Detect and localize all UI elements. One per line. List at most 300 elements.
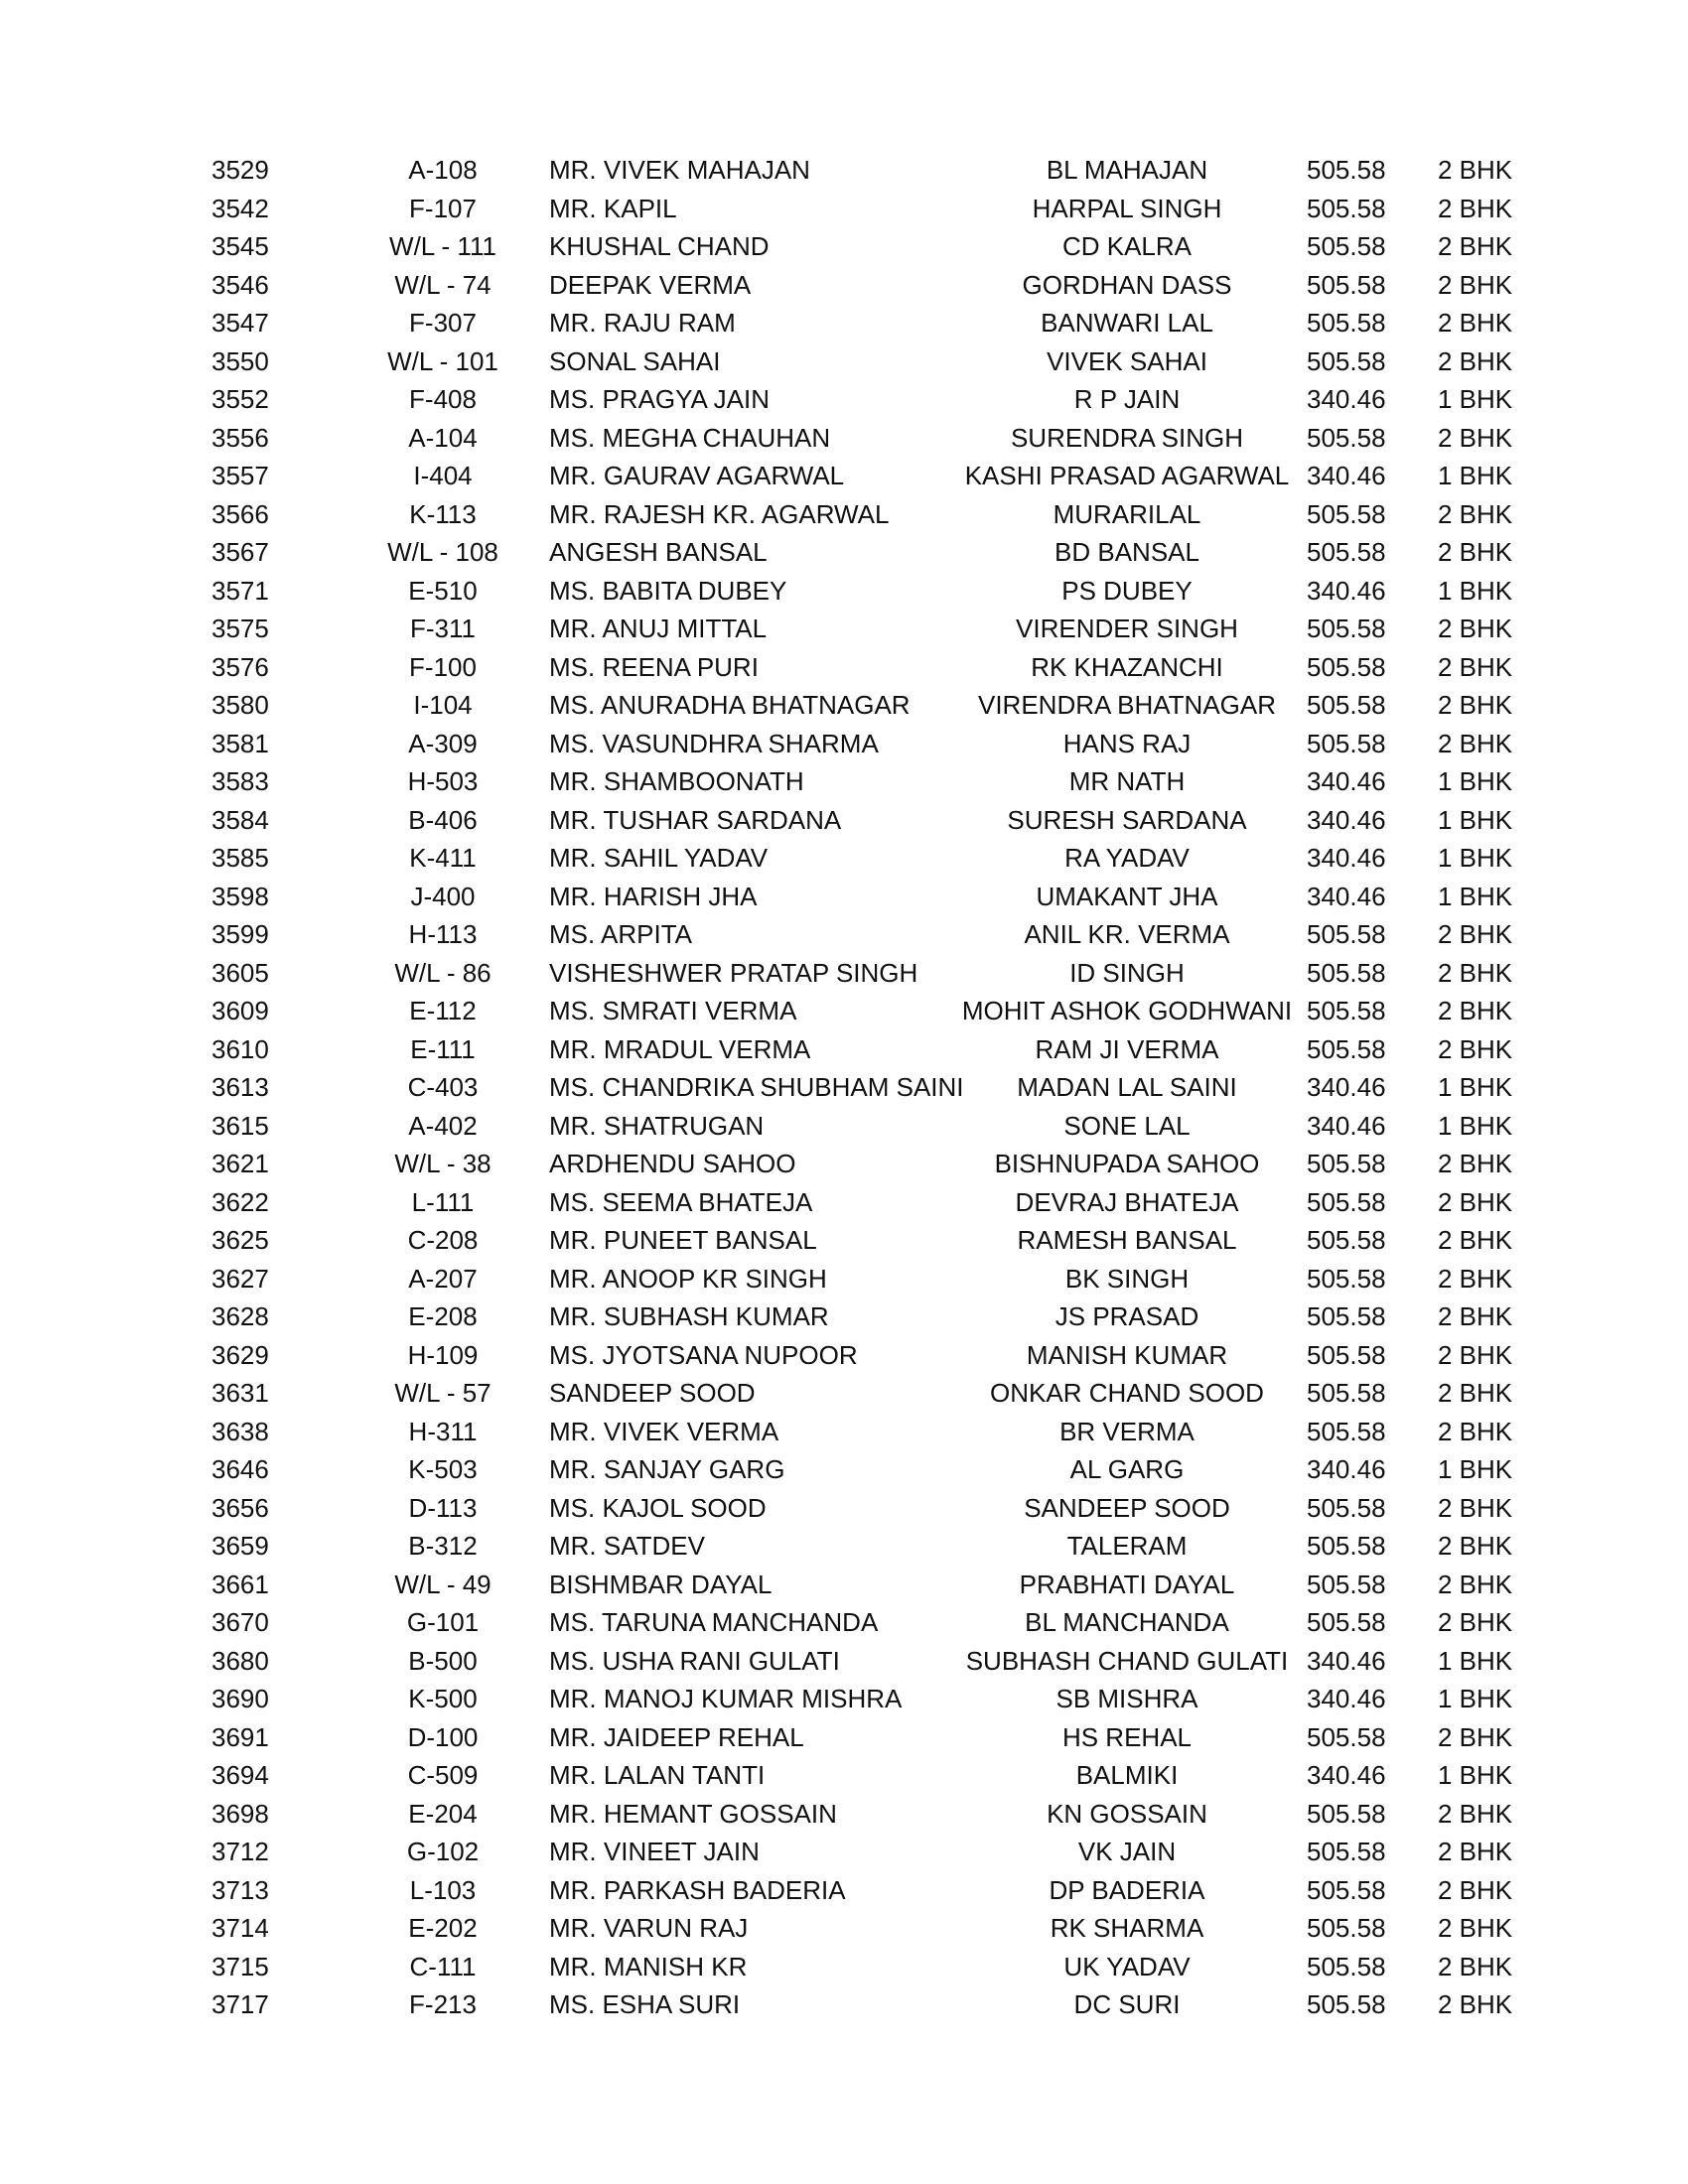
table-row: [0, 572, 1688, 611]
flat-type: 1 BHK: [1438, 1645, 1513, 1676]
father-name: PRABHATI DAYAL: [1019, 1569, 1235, 1599]
father-name: TALERAM: [1066, 1531, 1188, 1561]
flat-type: 1 BHK: [1438, 1684, 1513, 1713]
flat-type: 2 BHK: [1438, 1416, 1513, 1446]
allottee-name: MS. TARUNA MANCHANDA: [549, 1607, 879, 1637]
area-value: 505.58: [1307, 155, 1386, 185]
flat-type: 2 BHK: [1438, 231, 1513, 261]
flat-type: 2 BHK: [1438, 1951, 1513, 1981]
table-row: [0, 725, 1688, 763]
unit-number: G-101: [406, 1607, 480, 1637]
unit-number: C-208: [407, 1225, 479, 1255]
table-row: [0, 533, 1688, 572]
father-name: MOHIT ASHOK GODHWANI: [961, 996, 1293, 1025]
area-value: 505.58: [1307, 614, 1386, 643]
table-row: [0, 342, 1688, 381]
area-value: 505.58: [1307, 498, 1386, 529]
father-name: MR NATH: [1068, 766, 1186, 796]
father-name: BD BANSAL: [1055, 537, 1199, 567]
allottee-name: MR. SATDEV: [549, 1531, 705, 1561]
area-value: 340.46: [1307, 1684, 1386, 1713]
table-row: [0, 801, 1688, 840]
allottee-name: MR. MANISH KR: [549, 1951, 748, 1981]
allotment-id: 3698: [211, 1798, 269, 1829]
father-name: DC SURI: [1073, 1989, 1181, 2019]
table-row: [0, 1260, 1688, 1298]
allotment-id: 3547: [211, 308, 269, 338]
area-value: 505.58: [1307, 1186, 1386, 1217]
area-value: 505.58: [1307, 1607, 1386, 1637]
flat-type: 2 BHK: [1438, 1721, 1513, 1752]
allottee-name: SONAL SAHAI: [549, 345, 721, 376]
allotment-id: 3712: [211, 1837, 269, 1866]
flat-type: 1 BHK: [1438, 384, 1513, 414]
allottee-name: VISHESHWER PRATAP SINGH: [549, 957, 918, 988]
allotment-id: 3680: [211, 1645, 269, 1676]
father-name: RAM JI VERMA: [1035, 1033, 1219, 1064]
allottee-name: MS. ESHA SURI: [549, 1989, 741, 2019]
father-name: R P JAIN: [1073, 384, 1181, 414]
unit-number: L-103: [409, 1874, 477, 1905]
allotment-id: 3599: [211, 919, 269, 949]
area-value: 505.58: [1307, 308, 1386, 338]
flat-type: 2 BHK: [1438, 1913, 1513, 1943]
father-name: ONKAR CHAND SOOD: [990, 1378, 1264, 1408]
allottee-name: MR. HARISH JHA: [549, 881, 758, 911]
allotment-id: 3691: [211, 1721, 269, 1752]
table-row: [0, 1871, 1688, 1910]
allottee-name: MR. VARUN RAJ: [549, 1913, 749, 1943]
allotment-id: 3529: [211, 155, 269, 185]
father-name: CD KALRA: [1061, 231, 1193, 261]
flat-type: 2 BHK: [1438, 690, 1513, 720]
unit-number: W/L - 101: [387, 345, 498, 376]
allottee-name: SANDEEP SOOD: [549, 1378, 756, 1408]
area-value: 340.46: [1307, 384, 1386, 414]
flat-type: 2 BHK: [1438, 1225, 1513, 1255]
area-value: 505.58: [1307, 1951, 1386, 1981]
unit-number: A-207: [408, 1263, 478, 1294]
allotment-id: 3609: [211, 996, 269, 1025]
area-value: 505.58: [1307, 1378, 1386, 1408]
area-value: 505.58: [1307, 651, 1386, 682]
unit-number: E-208: [408, 1301, 478, 1331]
allottee-name: MS. REENA PURI: [549, 651, 759, 682]
unit-number: W/L - 108: [387, 537, 498, 567]
flat-type: 2 BHK: [1438, 1492, 1513, 1523]
table-row: [0, 1603, 1688, 1642]
flat-type: 2 BHK: [1438, 345, 1513, 376]
allottee-name: MR. KAPIL: [549, 193, 677, 223]
flat-type: 2 BHK: [1438, 614, 1513, 643]
table-row: [0, 1718, 1688, 1757]
father-name: HS REHAL: [1061, 1721, 1193, 1752]
allotment-id: 3613: [211, 1072, 269, 1102]
table-row: [0, 1030, 1688, 1069]
area-value: 505.58: [1307, 193, 1386, 223]
father-name: PS DUBEY: [1061, 575, 1193, 606]
allottee-name: BISHMBAR DAYAL: [549, 1569, 773, 1599]
flat-type: 1 BHK: [1438, 881, 1513, 911]
table-row: [0, 1450, 1688, 1489]
father-name: SURESH SARDANA: [1007, 804, 1247, 835]
allotment-id: 3631: [211, 1378, 269, 1408]
flat-type: 2 BHK: [1438, 1569, 1513, 1599]
allotment-id: 3717: [211, 1989, 269, 2019]
table-row: [0, 1642, 1688, 1681]
unit-number: H-311: [408, 1416, 478, 1446]
allotment-id: 3598: [211, 881, 269, 911]
father-name: RA YADAV: [1064, 843, 1190, 873]
allottee-name: MR. SHATRUGAN: [549, 1110, 765, 1141]
allottee-name: MS. CHANDRIKA SHUBHAM SAINI: [549, 1072, 964, 1102]
allotment-id: 3625: [211, 1225, 269, 1255]
table-row: [0, 419, 1688, 458]
table-row: [0, 610, 1688, 648]
table-row: [0, 1489, 1688, 1528]
table-row: [0, 380, 1688, 419]
flat-type: 2 BHK: [1438, 1607, 1513, 1637]
area-value: 340.46: [1307, 1760, 1386, 1790]
allottee-name: MR. SAHIL YADAV: [549, 843, 769, 873]
flat-type: 2 BHK: [1438, 1837, 1513, 1866]
father-name: AL GARG: [1069, 1454, 1185, 1484]
allotment-id: 3545: [211, 231, 269, 261]
father-name: BL MAHAJAN: [1046, 155, 1208, 185]
father-name: HARPAL SINGH: [1032, 193, 1222, 223]
allotment-list: [0, 151, 1688, 2024]
table-row: [0, 954, 1688, 993]
flat-type: 1 BHK: [1438, 766, 1513, 796]
area-value: 505.58: [1307, 728, 1386, 758]
allottee-name: MR. ANOOP KR SINGH: [549, 1263, 827, 1294]
table-row: [0, 190, 1688, 228]
unit-number: J-400: [410, 881, 476, 911]
father-name: VIRENDRA BHATNAGAR: [977, 690, 1276, 720]
flat-type: 2 BHK: [1438, 1989, 1513, 2019]
area-value: 505.58: [1307, 1874, 1386, 1905]
area-value: 505.58: [1307, 269, 1386, 300]
unit-number: I-104: [413, 690, 473, 720]
allotment-id: 3580: [211, 690, 269, 720]
allottee-name: ANGESH BANSAL: [549, 537, 768, 567]
table-row: [0, 1145, 1688, 1183]
flat-type: 1 BHK: [1438, 1110, 1513, 1141]
unit-number: G-102: [406, 1837, 480, 1866]
allottee-name: MR. SHAMBOONATH: [549, 766, 804, 796]
unit-number: E-112: [409, 996, 477, 1025]
allotment-id: 3552: [211, 384, 269, 414]
area-value: 340.46: [1307, 461, 1386, 490]
area-value: 340.46: [1307, 766, 1386, 796]
allotment-id: 3661: [211, 1569, 269, 1599]
allotment-id: 3713: [211, 1874, 269, 1905]
allottee-name: MR. LALAN TANTI: [549, 1760, 766, 1790]
table-row: [0, 915, 1688, 954]
table-row: [0, 1833, 1688, 1871]
table-row: [0, 1221, 1688, 1260]
allottee-name: ARDHENDU SAHOO: [549, 1149, 796, 1178]
unit-number: B-406: [408, 804, 478, 835]
table-row: [0, 1985, 1688, 2024]
unit-number: F-100: [409, 651, 477, 682]
table-row: [0, 648, 1688, 687]
father-name: KN GOSSAIN: [1047, 1798, 1207, 1829]
flat-type: 2 BHK: [1438, 1149, 1513, 1178]
unit-number: H-503: [407, 766, 479, 796]
allottee-name: MS. JYOTSANA NUPOOR: [549, 1339, 858, 1370]
area-value: 505.58: [1307, 1339, 1386, 1370]
unit-number: W/L - 86: [394, 957, 492, 988]
flat-type: 1 BHK: [1438, 1760, 1513, 1790]
father-name: SANDEEP SOOD: [1024, 1492, 1230, 1523]
unit-number: E-204: [408, 1798, 478, 1829]
allottee-name: MR. PARKASH BADERIA: [549, 1874, 846, 1905]
unit-number: W/L - 38: [394, 1149, 492, 1178]
flat-type: 2 BHK: [1438, 1874, 1513, 1905]
unit-number: K-113: [409, 498, 477, 529]
father-name: UMAKANT JHA: [1036, 881, 1218, 911]
flat-type: 2 BHK: [1438, 269, 1513, 300]
father-name: RK SHARMA: [1050, 1913, 1204, 1943]
father-name: SB MISHRA: [1055, 1684, 1198, 1713]
allottee-name: MS. SMRATI VERMA: [549, 996, 797, 1025]
table-row: [0, 839, 1688, 878]
father-name: JS PRASAD: [1055, 1301, 1199, 1331]
father-name: BK SINGH: [1064, 1263, 1190, 1294]
flat-type: 2 BHK: [1438, 919, 1513, 949]
unit-number: W/L - 49: [394, 1569, 492, 1599]
flat-type: 2 BHK: [1438, 308, 1513, 338]
unit-number: C-111: [409, 1951, 477, 1981]
area-value: 505.58: [1307, 345, 1386, 376]
allottee-name: MR. MRADUL VERMA: [549, 1033, 811, 1064]
father-name: GORDHAN DASS: [1022, 269, 1232, 300]
area-value: 505.58: [1307, 1721, 1386, 1752]
allottee-name: MR. GAURAV AGARWAL: [549, 461, 845, 490]
allotment-id: 3576: [211, 651, 269, 682]
unit-number: B-312: [408, 1531, 478, 1561]
flat-type: 2 BHK: [1438, 537, 1513, 567]
area-value: 340.46: [1307, 1645, 1386, 1676]
table-row: [0, 1413, 1688, 1451]
area-value: 505.58: [1307, 1531, 1386, 1561]
allotment-id: 3584: [211, 804, 269, 835]
table-row: [0, 1909, 1688, 1948]
unit-number: F-307: [409, 308, 477, 338]
unit-number: W/L - 74: [394, 269, 492, 300]
allotment-id: 3610: [211, 1033, 269, 1064]
table-row: [0, 1680, 1688, 1718]
table-row: [0, 1107, 1688, 1146]
table-row: [0, 227, 1688, 266]
area-value: 505.58: [1307, 1989, 1386, 2019]
flat-type: 2 BHK: [1438, 728, 1513, 758]
allottee-name: MR. VINEET JAIN: [549, 1837, 760, 1866]
flat-type: 2 BHK: [1438, 1033, 1513, 1064]
unit-number: A-104: [408, 422, 478, 453]
table-row: [0, 686, 1688, 725]
allotment-id: 3659: [211, 1531, 269, 1561]
father-name: MURARILAL: [1053, 498, 1201, 529]
allottee-name: MR. JAIDEEP REHAL: [549, 1721, 804, 1752]
allottee-name: MS. ANURADHA BHATNAGAR: [549, 690, 911, 720]
flat-type: 2 BHK: [1438, 1798, 1513, 1829]
area-value: 505.58: [1307, 1225, 1386, 1255]
father-name: ANIL KR. VERMA: [1024, 919, 1230, 949]
flat-type: 2 BHK: [1438, 957, 1513, 988]
unit-number: D-113: [408, 1492, 478, 1523]
unit-number: A-108: [408, 155, 478, 185]
table-row: [0, 1566, 1688, 1604]
father-name: VIVEK SAHAI: [1047, 345, 1207, 376]
flat-type: 2 BHK: [1438, 193, 1513, 223]
allotment-id: 3646: [211, 1454, 269, 1484]
allotment-id: 3694: [211, 1760, 269, 1790]
unit-number: B-500: [408, 1645, 478, 1676]
allotment-id: 3566: [211, 498, 269, 529]
allotment-id: 3621: [211, 1149, 269, 1178]
allottee-name: DEEPAK VERMA: [549, 269, 752, 300]
unit-number: F-408: [409, 384, 477, 414]
father-name: SONE LAL: [1063, 1110, 1191, 1141]
area-value: 340.46: [1307, 1072, 1386, 1102]
unit-number: C-509: [407, 1760, 479, 1790]
unit-number: E-202: [408, 1913, 478, 1943]
unit-number: E-510: [408, 575, 478, 606]
table-row: [0, 992, 1688, 1030]
father-name: RAMESH BANSAL: [1017, 1225, 1237, 1255]
area-value: 505.58: [1307, 919, 1386, 949]
unit-number: F-311: [410, 614, 476, 643]
allottee-name: MR. ANUJ MITTAL: [549, 614, 768, 643]
allottee-name: MS. SEEMA BHATEJA: [549, 1186, 813, 1217]
allotment-id: 3546: [211, 269, 269, 300]
area-value: 505.58: [1307, 537, 1386, 567]
father-name: KASHI PRASAD AGARWAL: [964, 461, 1290, 490]
unit-number: H-109: [407, 1339, 479, 1370]
allottee-name: MR. RAJESH KR. AGARWAL: [549, 498, 890, 529]
allottee-name: MS. MEGHA CHAUHAN: [549, 422, 831, 453]
allotment-id: 3583: [211, 766, 269, 796]
unit-number: E-111: [410, 1033, 476, 1064]
allotment-id: 3714: [211, 1913, 269, 1943]
father-name: VIRENDER SINGH: [1016, 614, 1238, 643]
allotment-id: 3581: [211, 728, 269, 758]
allottee-name: MS. ARPITA: [549, 919, 692, 949]
allotment-id: 3690: [211, 1684, 269, 1713]
unit-number: W/L - 111: [389, 231, 496, 261]
flat-type: 2 BHK: [1438, 1186, 1513, 1217]
father-name: HANS RAJ: [1062, 728, 1192, 758]
flat-type: 2 BHK: [1438, 422, 1513, 453]
table-row: [0, 1795, 1688, 1834]
table-row: [0, 1527, 1688, 1566]
allottee-name: MR. RAJU RAM: [549, 308, 736, 338]
flat-type: 2 BHK: [1438, 1301, 1513, 1331]
unit-number: K-411: [409, 843, 477, 873]
father-name: VK JAIN: [1077, 1837, 1177, 1866]
flat-type: 1 BHK: [1438, 1072, 1513, 1102]
table-row: [0, 304, 1688, 342]
area-value: 340.46: [1307, 1454, 1386, 1484]
flat-type: 1 BHK: [1438, 461, 1513, 490]
area-value: 340.46: [1307, 1110, 1386, 1141]
flat-type: 1 BHK: [1438, 804, 1513, 835]
unit-number: A-402: [408, 1110, 478, 1141]
allottee-name: MR. VIVEK MAHAJAN: [549, 155, 810, 185]
allotment-id: 3615: [211, 1110, 269, 1141]
allotment-id: 3629: [211, 1339, 269, 1370]
table-row: [0, 1297, 1688, 1336]
allotment-id: 3638: [211, 1416, 269, 1446]
area-value: 505.58: [1307, 1149, 1386, 1178]
father-name: SUBHASH CHAND GULATI: [965, 1645, 1289, 1676]
area-value: 505.58: [1307, 1301, 1386, 1331]
unit-number: F-213: [409, 1989, 477, 2019]
allottee-name: MR. SUBHASH KUMAR: [549, 1301, 829, 1331]
allottee-name: MR. TUSHAR SARDANA: [549, 804, 842, 835]
area-value: 505.58: [1307, 1492, 1386, 1523]
allotment-id: 3556: [211, 422, 269, 453]
table-row: [0, 1068, 1688, 1107]
father-name: BALMIKI: [1075, 1760, 1179, 1790]
unit-number: L-111: [411, 1186, 475, 1217]
allottee-name: MR. VIVEK VERMA: [549, 1416, 779, 1446]
unit-number: K-503: [408, 1454, 478, 1484]
flat-type: 1 BHK: [1438, 1454, 1513, 1484]
area-value: 505.58: [1307, 690, 1386, 720]
allottee-name: MS. PRAGYA JAIN: [549, 384, 771, 414]
table-row: [0, 1183, 1688, 1222]
area-value: 340.46: [1307, 804, 1386, 835]
allottee-name: MR. SANJAY GARG: [549, 1454, 785, 1484]
father-name: UK YADAV: [1063, 1951, 1191, 1981]
father-name: BL MANCHANDA: [1025, 1607, 1229, 1637]
area-value: 505.58: [1307, 1416, 1386, 1446]
table-row: [0, 1948, 1688, 1986]
table-row: [0, 457, 1688, 495]
flat-type: 2 BHK: [1438, 1339, 1513, 1370]
allotment-id: 3628: [211, 1301, 269, 1331]
allotment-id: 3622: [211, 1186, 269, 1217]
allottee-name: MS. VASUNDHRA SHARMA: [549, 728, 879, 758]
father-name: BISHNUPADA SAHOO: [994, 1149, 1260, 1178]
area-value: 505.58: [1307, 1837, 1386, 1866]
father-name: MANISH KUMAR: [1026, 1339, 1228, 1370]
allottee-name: MS. KAJOL SOOD: [549, 1492, 767, 1523]
allotment-id: 3542: [211, 193, 269, 223]
father-name: MADAN LAL SAINI: [1017, 1072, 1237, 1102]
area-value: 505.58: [1307, 1569, 1386, 1599]
table-row: [0, 495, 1688, 534]
flat-type: 2 BHK: [1438, 996, 1513, 1025]
table-row: [0, 1756, 1688, 1795]
area-value: 340.46: [1307, 881, 1386, 911]
allottee-name: MR. HEMANT GOSSAIN: [549, 1798, 837, 1829]
father-name: BR VERMA: [1059, 1416, 1195, 1446]
unit-number: H-113: [408, 919, 478, 949]
allotment-id: 3656: [211, 1492, 269, 1523]
unit-number: A-309: [408, 728, 478, 758]
flat-type: 1 BHK: [1438, 575, 1513, 606]
unit-number: F-107: [409, 193, 477, 223]
flat-type: 2 BHK: [1438, 1263, 1513, 1294]
area-value: 505.58: [1307, 422, 1386, 453]
area-value: 505.58: [1307, 1798, 1386, 1829]
table-row: [0, 266, 1688, 305]
allotment-id: 3715: [211, 1951, 269, 1981]
